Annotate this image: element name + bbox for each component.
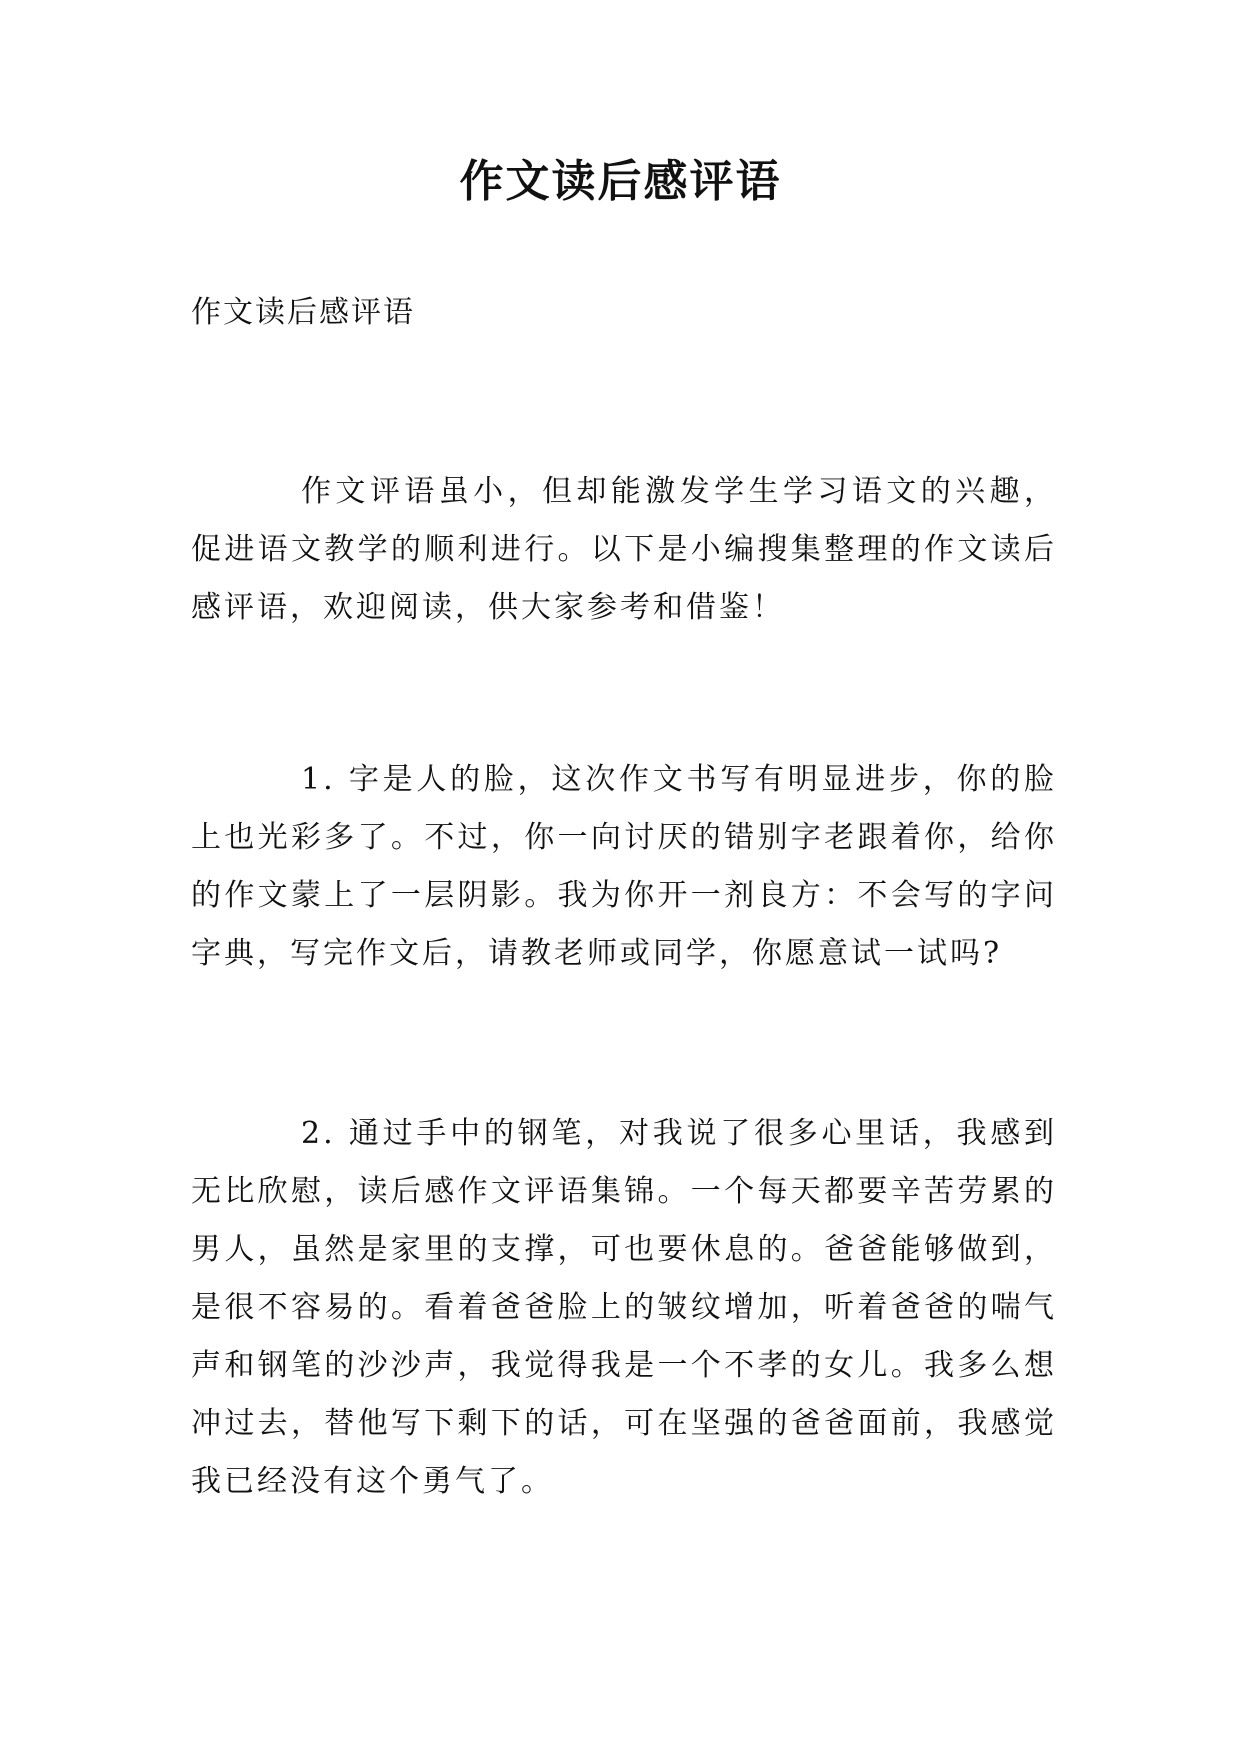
- comment-paragraph-2: 2. 通过手中的钢笔，对我说了很多心里话，我感到无比欣慰，读后感作文评语集锦。一个每天都要辛苦劳累的男人，虽然是家里的支撑，可也要休息的。爸爸能够做到，是很不容易的。看着爸爸脸上的皱纹增加，听着爸爸的喘气声和钢笔的沙沙声，我觉得我是一个不孝的女儿。我多么想冲过去，替他写下剩下的话，可在坚强的爸爸面前，我感觉我已经没有这个勇气了。: [191, 1116, 1057, 1499]
- comment-paragraph-1: 1. 字是人的脸，这次作文书写有明显进步，你的脸上也光彩多了。不过，你一向讨厌的错别字老跟着你，给你的作文蒙上了一层阴影。我为你开一剂良方：不会写的字问字典，写完作文后，请教老师或同学，你愿意试一试吗?: [191, 762, 1057, 971]
- document-subtitle: 作文读后感评语: [191, 295, 415, 330]
- intro-paragraph: 作文评语虽小，但却能激发学生学习语文的兴趣，促进语文教学的顺利进行。以下是小编搜集整理的作文读后感评语，欢迎阅读，供大家参考和借鉴！: [191, 474, 1057, 625]
- document-title: 作文读后感评语: [459, 156, 782, 207]
